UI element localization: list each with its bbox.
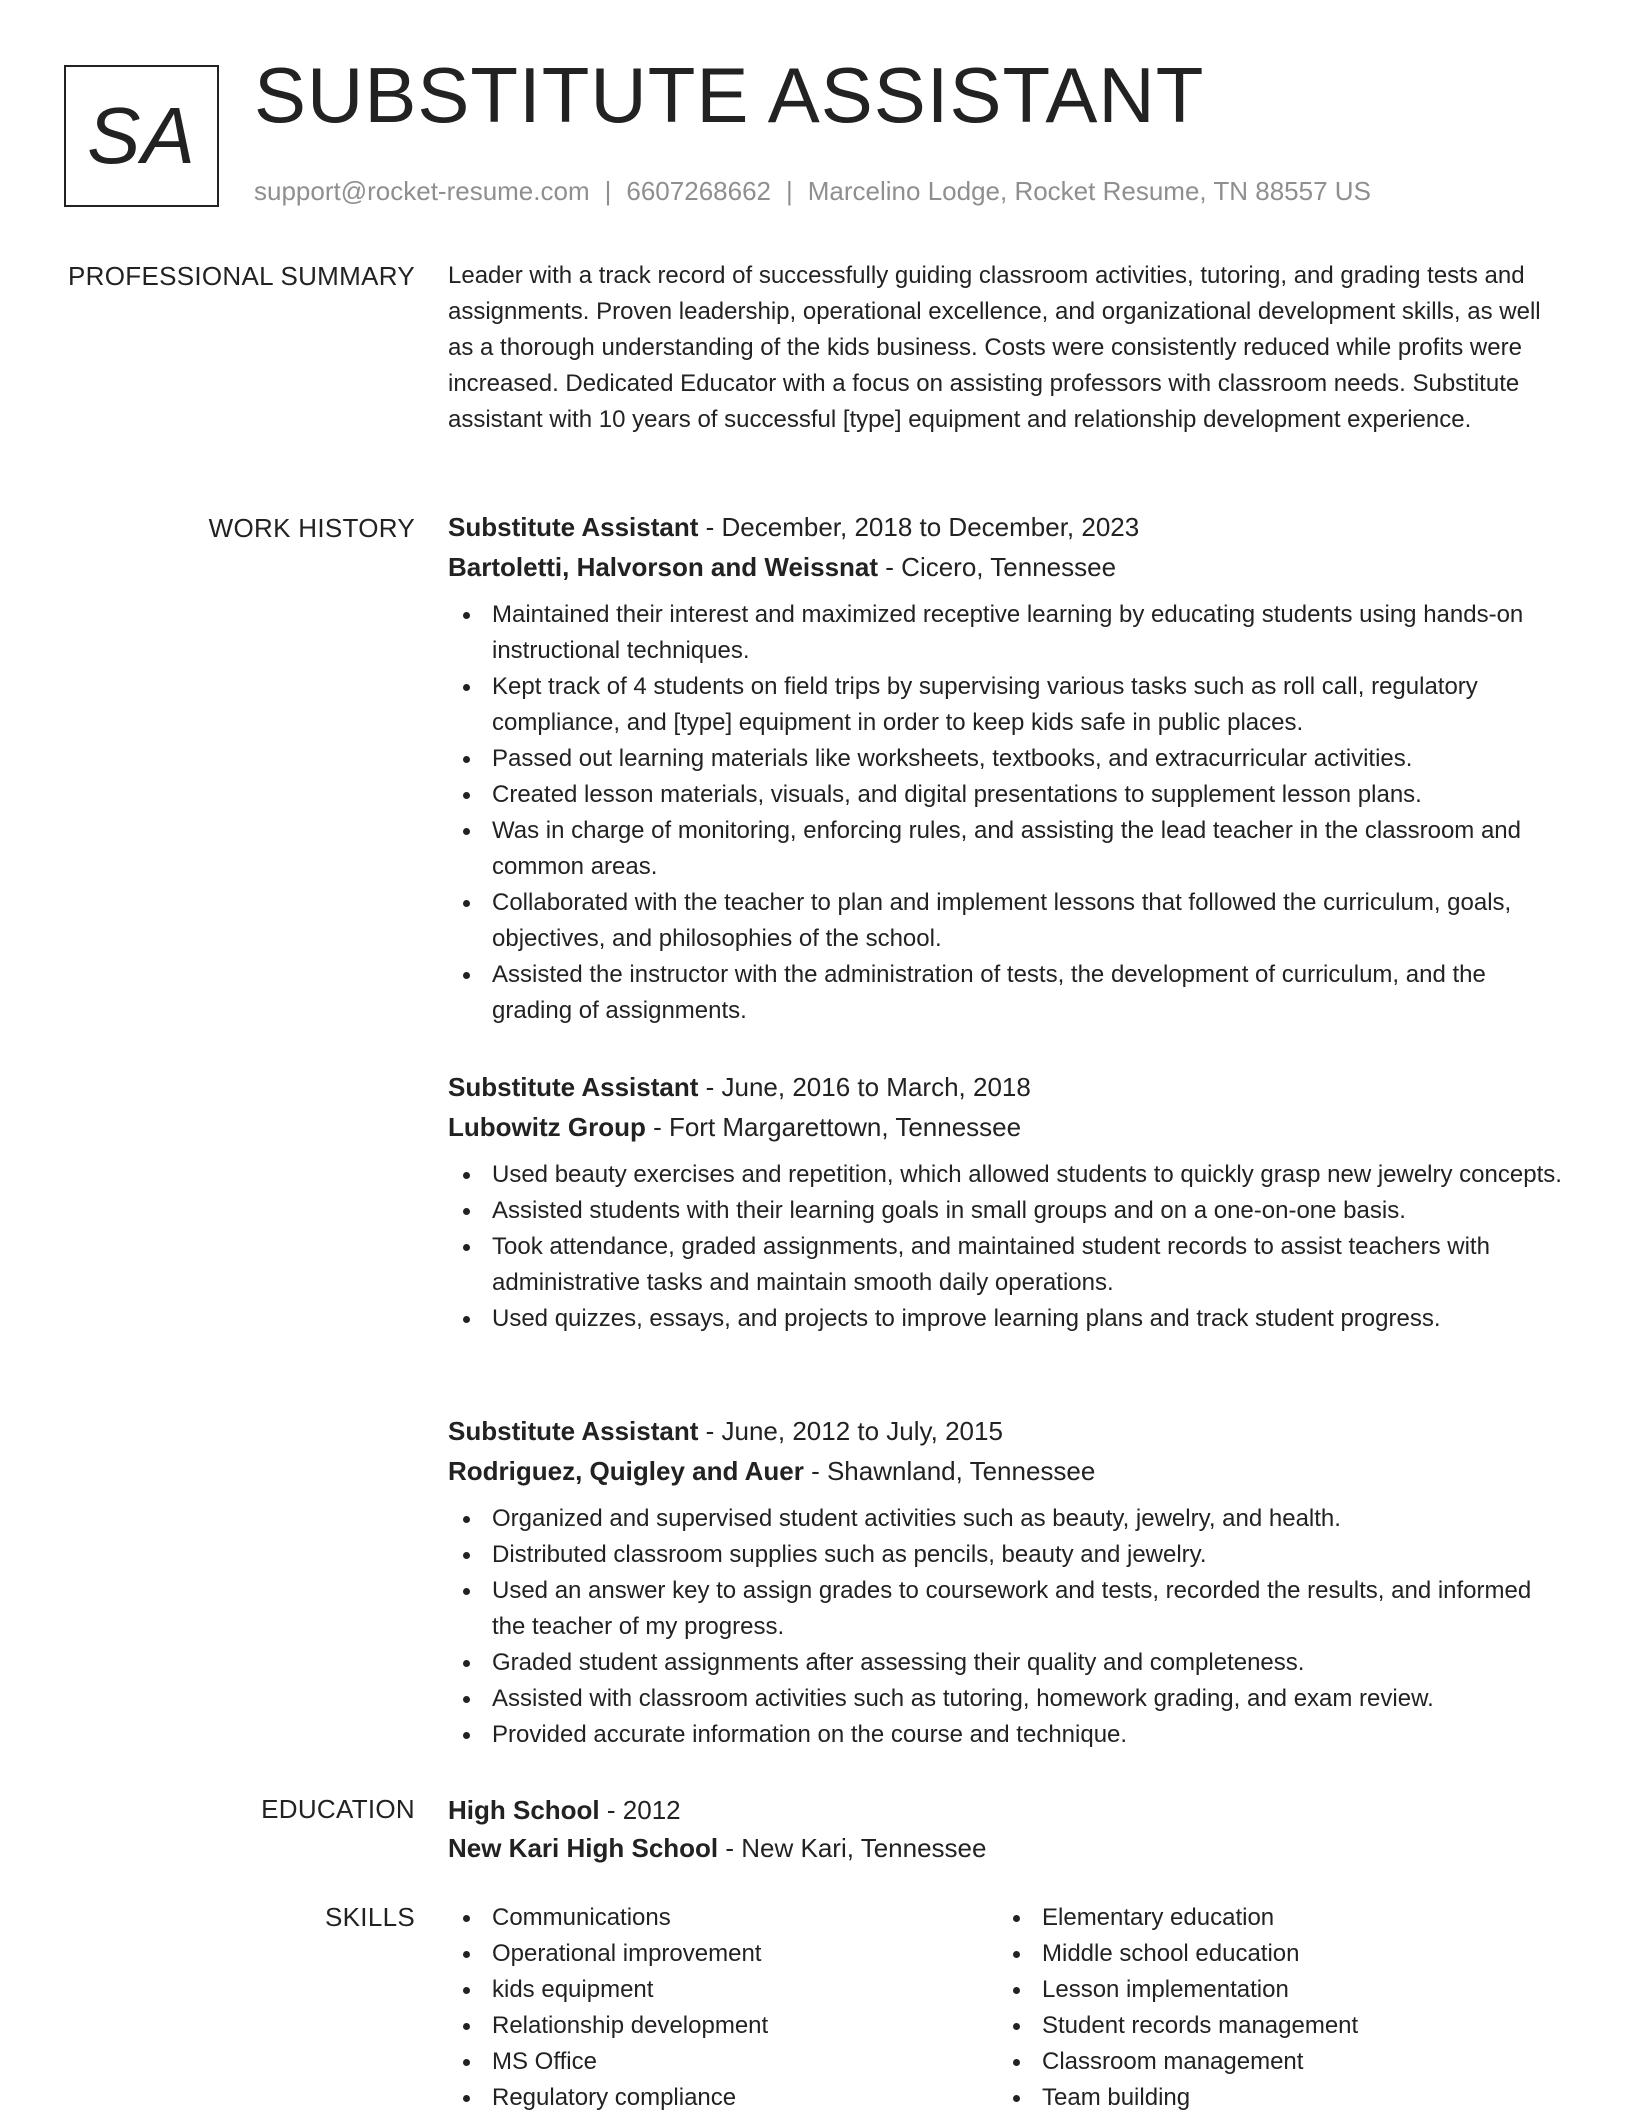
job-title-line [448, 1411, 1566, 1451]
section-heading: PROFESSIONAL SUMMARY [68, 261, 415, 291]
bullet-item: Collaborated with the teacher to plan and implement lessons that followed the curriculum, goals, objectives, and philosophies of the school. [448, 885, 1566, 957]
job-dates: - June, 2012 to July, 2015 [698, 1416, 1003, 1446]
summary-body [448, 258, 1566, 438]
skill-item: Operational improvement [448, 1936, 998, 1972]
skill-item: Communications [448, 1900, 998, 1936]
skill-item: MS Office [448, 2044, 998, 2080]
skill-item: Student records management [998, 2008, 1548, 2044]
job-company: Bartoletti, Halvorson and Weissnat [448, 552, 879, 582]
job-entry [448, 1411, 1566, 1753]
job-company-line [448, 1107, 1566, 1147]
job-entry [448, 1067, 1566, 1337]
skills-list [998, 1900, 1548, 2116]
skill-item: Lesson implementation [998, 1972, 1548, 2008]
education-body [448, 1791, 1566, 1867]
contact-line [254, 176, 1371, 207]
job-title: Substitute Assistant [448, 1072, 699, 1102]
bullet-item: Maintained their interest and maximized receptive learning by educating students using hands-on instructional techniques. [448, 597, 1566, 669]
education-school: New Kari High School [448, 1833, 719, 1863]
bullet-item: Provided accurate information on the course and technique. [448, 1717, 1566, 1753]
contact-separator: | [604, 176, 612, 206]
bullet-item: Assisted students with their learning goals in small groups and on a one-on-one basis. [448, 1193, 1566, 1229]
bullet-item: Graded student assignments after assessing their quality and completeness. [448, 1645, 1566, 1681]
education-school-line [448, 1829, 1566, 1867]
contact-phone: 6607268662 [626, 176, 771, 206]
job-bullets [448, 597, 1566, 1029]
job-dates: - December, 2018 to December, 2023 [698, 512, 1140, 542]
skills-column-right [998, 1900, 1548, 2116]
job-company-line [448, 547, 1566, 587]
job-location: - Shawnland, Tennessee [803, 1456, 1096, 1486]
education-location: - New Kari, Tennessee [718, 1833, 987, 1863]
contact-separator: | [786, 176, 793, 206]
bullet-item: Distributed classroom supplies such as pencils, beauty and jewelry. [448, 1537, 1566, 1573]
job-company: Lubowitz Group [448, 1112, 646, 1142]
bullet-item: Passed out learning materials like worksheets, textbooks, and extracurricular activities. [448, 741, 1566, 777]
contact-address: Marcelino Lodge, Rocket Resume, TN 88557 US [807, 176, 1371, 206]
skill-item: kids equipment [448, 1972, 998, 2008]
bullet-item: Used quizzes, essays, and projects to improve learning plans and track student progress. [448, 1301, 1566, 1337]
education-degree-line [448, 1791, 1566, 1829]
bullet-item: Assisted with classroom activities such as tutoring, homework grading, and exam review. [448, 1681, 1566, 1717]
bullet-item: Used beauty exercises and repetition, which allowed students to quickly grasp new jewelry concepts. [448, 1157, 1566, 1193]
job-location: - Cicero, Tennessee [878, 552, 1117, 582]
bullet-item: Assisted the instructor with the administration of tests, the development of curriculum, and the grading of assignments. [448, 957, 1566, 1029]
section-heading: EDUCATION [261, 1794, 415, 1824]
education-year: - 2012 [599, 1795, 681, 1825]
job-title: Substitute Assistant [448, 512, 699, 542]
skill-item: Regulatory compliance [448, 2080, 998, 2116]
section-heading: SKILLS [325, 1902, 415, 1932]
job-title: Substitute Assistant [448, 1416, 699, 1446]
skill-item: Classroom management [998, 2044, 1548, 2080]
job-location: - Fort Margarettown, Tennessee [645, 1112, 1022, 1142]
section-heading: WORK HISTORY [208, 513, 415, 543]
education-degree: High School [448, 1795, 600, 1825]
skills-column-left [448, 1900, 998, 2116]
job-dates: - June, 2016 to March, 2018 [698, 1072, 1031, 1102]
bullet-item: Used an answer key to assign grades to coursework and tests, recorded the results, and informed the teacher of my progress. [448, 1573, 1566, 1645]
skills-columns [448, 1900, 1566, 2116]
job-entry [448, 507, 1566, 1029]
candidate-name: SUBSTITUTE ASSISTANT [254, 51, 1205, 139]
skill-item: Team building [998, 2080, 1548, 2116]
skill-item: Middle school education [998, 1936, 1548, 1972]
bullet-item: Kept track of 4 students on field trips by supervising various tasks such as roll call, regulatory compliance, and [type] equipment in order to keep kids safe in public places. [448, 669, 1566, 741]
skill-item: Elementary education [998, 1900, 1548, 1936]
job-company: Rodriguez, Quigley and Auer [448, 1456, 804, 1486]
job-bullets [448, 1501, 1566, 1753]
bullet-item: Took attendance, graded assignments, and maintained student records to assist teachers with administrative tasks and maintain smooth daily operations. [448, 1229, 1566, 1301]
job-title-line [448, 1067, 1566, 1107]
job-title-line [448, 507, 1566, 547]
skill-item: Relationship development [448, 2008, 998, 2044]
bullet-item: Organized and supervised student activities such as beauty, jewelry, and health. [448, 1501, 1566, 1537]
bullet-item: Was in charge of monitoring, enforcing rules, and assisting the lead teacher in the classroom and common areas. [448, 813, 1566, 885]
skills-list [448, 1900, 998, 2116]
skills-body [448, 1900, 1566, 2116]
monogram-logo: SA [64, 65, 219, 207]
bullet-item: Created lesson materials, visuals, and digital presentations to supplement lesson plans. [448, 777, 1566, 813]
job-company-line [448, 1451, 1566, 1491]
contact-email: support@rocket-resume.com [254, 176, 590, 206]
job-bullets [448, 1157, 1566, 1337]
summary-text: Leader with a track record of successfully guiding classroom activities, tutoring, and grading tests and assignments. Proven leadership, operational excellence, and organizational development skills, as well as a thorough understanding of the kids business. Costs were consistently reduced while profits were increased. Dedicated Educator with a focus on assisting professors with classroom needs. Substitute assistant with 10 years of successful [type] equipment and relationship development experience. [448, 262, 1541, 433]
